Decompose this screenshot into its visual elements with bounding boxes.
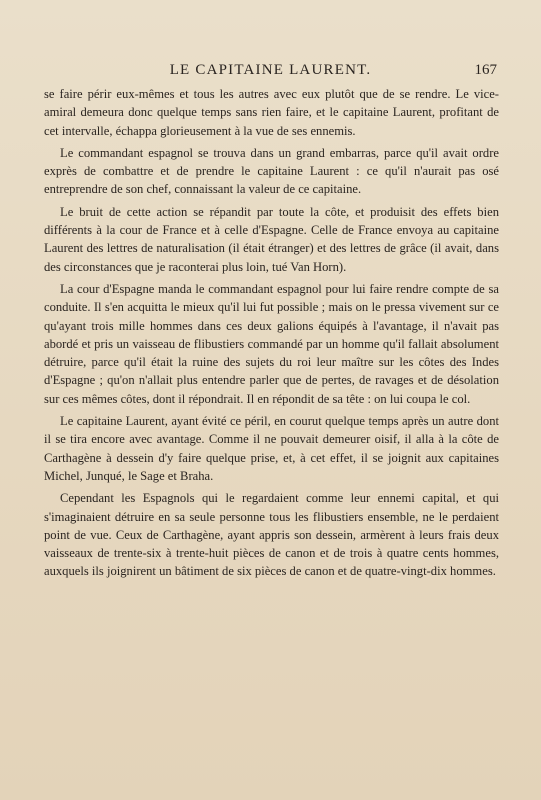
paragraph: se faire périr eux-mêmes et tous les autres avec eux plutôt que de se rendre. Le vice-amiral demeura donc quelque temps sans rien faire, et le capitaine Laurent, profitant de cet intervalle, échappa glorieusement à la vue de ses ennemis. [44,87,499,138]
paragraph: Le bruit de cette action se répandit par toute la côte, et produisit des effets bien différents à la cour de France et à celle d'Espagne. Celle de France envoya au capitaine Laurent des lettres de naturalisation (il était étranger) et des lettres de grâce (il avait, dans des circonstances que je raconterai plus loin, tué Van Horn). [44,204,499,274]
paragraph: La cour d'Espagne manda le commandant espagnol pour lui faire rendre compte de sa conduite. Il s'en acquitta le mieux qu'il lui fut possible ; mais on le pressa vivement sur ce qu'ayant trois mille hommes dans ces deux galions équipés à l'avantage, il n'avait pas abordé et pris un vaisseau de flibustiers commandé par un homme qu'il fallait absolument détruire, parce qu'il était la ruine des sujets du roi leur maître sur les côtes des Indes d'Espagne ; qu'on n'allait plus entendre parler que de pertes, de ravages et de désolation sur ces mêmes côtes, dont il répondrait. Il en répondit de sa tête : on lui coupa le col. [44,281,499,406]
body-text [44,85,499,585]
page-number: 167 [474,62,497,78]
paragraph: Le capitaine Laurent, ayant évité ce péril, en courut quelque temps après un autre dont il se tira encore avec avantage. Comme il ne pouvait demeurer oisif, il alla à la côte de Carthagène à dessein d'y faire quelque prise, et, à cet effet, il se joignit aux capitaines Michel, Junqué, le Sage et Braha. [44,414,499,483]
paragraph: Le commandant espagnol se trouva dans un grand embarras, parce qu'il avait ordre exprès de combattre et de prendre le capitaine Laurent : ce qu'il n'aurait pas osé entreprendre de son chef, connaissant la valeur de ce capitaine. [44,145,499,197]
paragraph: Cependant les Espagnols qui le regardaient comme leur ennemi capital, et qui s'imaginaient détruire en sa seule personne tous les flibustiers ensemble, ne le perdaient point de vue. Ceux de Carthagène, ayant appris son dessein, armèrent à leurs frais deux vaisseaux de trente-six à trente-huit pièces de canon et de trois à quatre cents hommes, auxquels ils joignirent un bâtiment de six pièces de canon et de quatre-vingt-dix hommes. [44,491,499,579]
running-head [44,62,497,82]
running-title: LE CAPITAINE LAURENT. [169,62,372,78]
